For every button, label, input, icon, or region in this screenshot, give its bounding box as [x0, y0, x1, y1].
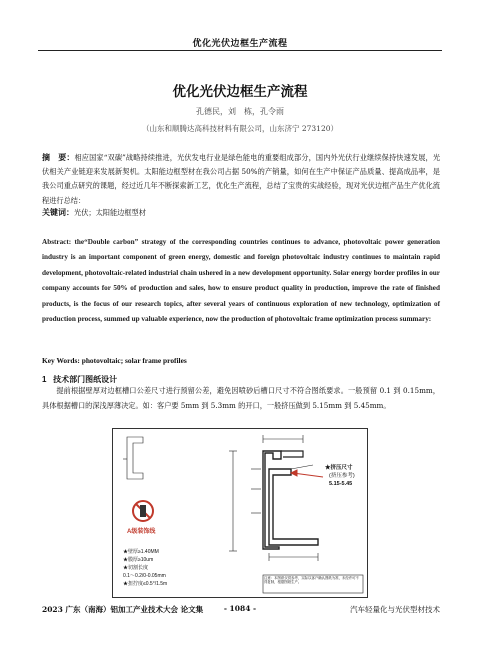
section-title: 技术部门图纸设计 [53, 375, 118, 384]
note-4: ★扭拧度≤0.5°/1.5m [123, 581, 168, 587]
keywords-en [42, 356, 440, 365]
abstract-en [42, 235, 440, 327]
prohibition-icon [133, 501, 153, 521]
drawing-bottom-note: 注意：本图纸仅供参考，实际以客户确认图纸为准，未经许可不得复制，根据图纸生产。 [264, 576, 359, 584]
note-1: ★膜厚≥10um [123, 557, 154, 563]
note-2: ★切割长度 [123, 565, 149, 571]
annotation-right-0: ★挤压尺寸 [325, 465, 353, 471]
abstract-en-label: Abstract: [42, 238, 72, 246]
paper-title: 优化光伏边框生产流程 [172, 84, 308, 100]
annotation-right-1: (挤压参考) [329, 473, 355, 479]
profile-drawing [113, 429, 369, 599]
keywords-cn [42, 207, 440, 218]
running-head: 优化光伏边框生产流程 [192, 39, 288, 49]
footer-right: 汽车轻量化与光伏型材技术 [350, 605, 440, 614]
small-profile-sketch [127, 437, 143, 479]
keywords-en-label: Key Words: [42, 356, 80, 365]
body-paragraph: 提前根据壁厚对边框槽口公差尺寸进行预留公差，避免因喷砂后槽口尺寸不符合图纸要求。一般预留 0.1 到 0.15mm，具体根据槽口的深浅厚薄决定。如：客户要 5mm 到 5.3mm 的开口，一般挤压做到 5.15mm 到 5.45mm。 [42, 386, 440, 410]
keywords-en-text: photovoltaic; solar frame profiles [79, 356, 187, 365]
red-annotation: A级装饰线 [127, 529, 156, 535]
keywords-cn-label: 关键词： [42, 207, 74, 217]
annotation-right-2: 5.15-5.45 [329, 481, 353, 487]
page-number: - 1084 - [223, 604, 257, 613]
header-rule [38, 50, 442, 51]
footer-left: 2023 广东（南海）铝加工产业技术大会 论文集 [42, 605, 204, 614]
note-0: ★壁厚≥1.40MM [123, 549, 159, 555]
abstract-en-text: the“Double carbon” strategy of the corresponding countries continues to advance, photovoltaic power generation industry is an important component of green energy, domestic and foreign photovoltaic industry continues to maintain rapid development, photovoltaic-related industrial chain ushered in a new development opportunity. Solar energy border profiles in our company accounts for 50% of production and sales, how to ensure product quality in production, improve the rate of finished products, is the focus of our research topics, after several years of continuous exploration of new technology, optimization of production process, summed up valuable experience, now the production of photovoltaic frame optimization process summary: [42, 238, 440, 324]
note-3: 0.1～0.2/0-0.05mm [123, 573, 166, 579]
abstract-cn [42, 150, 440, 208]
profile-drawing-figure [112, 428, 368, 598]
keywords-cn-text: 光伏；太阳能边框型材 [74, 208, 146, 217]
abstract-cn-text: 相应国家“双碳”战略持续推进，光伏发电行业是绿色能电的重要组成部分，国内外光伏行业继续保持快速发展，光伏相关产业链迎来发展新契机。太阳能边框型材在我公司占据 50%的产销量，如何在生产中保证产品质量、提高成品率，是我公司重点研究的课题，经过近几年不断探索新工艺，优化生产流程，总结了宝贵的实战经验，现对光伏边框产品生产优化流程进行总结： [42, 153, 441, 205]
abstract-cn-label: 摘 要： [42, 152, 75, 162]
section-number: 1 [42, 375, 47, 384]
authors: 孔德民，刘 栋，孔令雨 [196, 107, 284, 116]
affiliation: （山东和顺腾达高科技材料有限公司，山东济宁 273120） [141, 124, 338, 133]
